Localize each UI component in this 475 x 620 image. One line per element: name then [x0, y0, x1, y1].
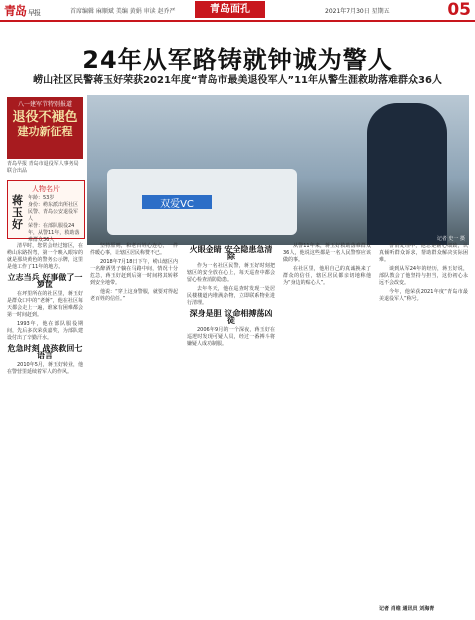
section-heading: 火眼金睛 安全隐患急清除 [189, 245, 273, 261]
profile-fact: 荣誉：在部队服役24年，从警11年，救助落难群众36人 [28, 223, 80, 243]
paragraph: 从警11年来，蒋玉好救助落难群众36人，他说这些都是一名人民警察应该做的事。 [283, 243, 371, 263]
profile-fact: 年龄：53岁 [28, 195, 55, 201]
paper-logo [4, 2, 40, 19]
paragraph: 作为一名社区民警，蒋玉好时刻把辖区的安全放在心上，每天巡查中都会留心检查消防隐患。 [187, 263, 275, 283]
article-column-5 [379, 243, 468, 305]
paragraph: 2006年9月的一个深夜，蒋玉好在巡逻时发现可疑人员，经过一番搏斗将嫌疑人成功制服。 [187, 327, 275, 347]
paragraph: 2010年5月，蒋玉好转业，他在警营里延续着军人的作风。 [7, 362, 83, 375]
page-number: 05 [447, 0, 471, 20]
masthead-bar [0, 0, 475, 22]
subheadline: 崂山社区民警蒋玉好荣获2021年度“青岛市最美退役军人”11年从警生涯救助落难群众36人 [33, 75, 442, 86]
issue-date: 2021年7月30日 星期五 [325, 8, 390, 15]
paragraph: 谈到从军24年的经历，蒋玉好说，部队教会了他坚持与担当，这份初心永远不会改变。 [379, 266, 468, 286]
paragraph: 他说：“穿上这身警服，就要对得起老百姓的信任。” [90, 289, 178, 302]
logo-text: 青岛 [4, 4, 27, 18]
section-heading: 深身是胆 议命相搏荡凶徒 [189, 309, 273, 325]
paragraph: 2018年7月18日下午，崂山辖区内一名醉酒男子躺在马路中间，情况十分危急，蒋玉好赶到后第一时间将其转移到安全地带。 [90, 259, 178, 286]
paragraph: 警情处理中，他总是耐心细致，认真倾听群众诉求，帮助群众解决实际困难。 [379, 243, 468, 263]
paragraph: 清早时，您常会经过辖区，在崂山东路拐弯，第一个映入眼帘的就是那块黄色的警务公示牌，这里是他工作了11年的地方。 [7, 243, 83, 270]
paragraph: 今年，他荣获2021年度“青岛市最美退役军人”称号。 [379, 289, 468, 302]
logo-sub: 早报 [28, 9, 41, 17]
profile-fact: 身份：崂东派出所社区民警、青岛公安退役军人 [28, 202, 79, 222]
profile-name: 蒋玉好 [12, 194, 23, 231]
banner-credit: 青岛早报 青岛市退役军人事务局 联合出品 [7, 161, 79, 174]
editor-credits: 首席编辑 麻顺斌 美编 黄娟 审读 赵乔严 [70, 8, 176, 15]
section-title: 青岛面孔 [195, 1, 265, 18]
banner-kicker: 八一建军节特别报道 [17, 101, 72, 108]
article-column-4 [283, 243, 371, 289]
paragraph: 坚持原则，和老百姓心连心，一件件暖心事，让辖区居民称赞不已。 [90, 243, 178, 256]
paragraph: 在社区里，他用自己的真诚换来了群众的信任，辖区居民都亲切地称他为“身边的贴心人”。 [283, 266, 371, 286]
paragraph: 去年冬天，他在巡查时发现一处居民楼楼道内堆满杂物，立即联系物业进行清理。 [187, 286, 275, 306]
section-heading: 危急时刻 战孩救回七语言 [7, 344, 83, 360]
photo-caption: 记者 史一 摄 [436, 236, 465, 242]
profile-card [7, 180, 85, 243]
lead-photo [87, 95, 469, 245]
officer-figure [367, 103, 447, 245]
paragraph: 1993年，他在部队服役期间，先后多次荣获嘉奖，为部队建设付出了辛勤汗水。 [7, 321, 83, 341]
profile-facts [28, 195, 82, 244]
article-column-3 [187, 243, 275, 350]
section-heading: 立志当兵 好事做了一箩筐 [7, 273, 83, 289]
banner-line-1: 退役不褪色 [12, 110, 78, 125]
vehicle-label: 双爱VC [142, 195, 212, 209]
special-report-banner [7, 97, 83, 159]
paragraph: 在坪里所在的社区里，蒋玉好是群众口中的“老蒋”，他在社区每天都会走上一遍，谁家有困难都会第一时间赶到。 [7, 291, 83, 318]
article-column-1 [7, 243, 83, 378]
profile-card-header: 人物名片 [32, 185, 60, 193]
article-column-2 [90, 243, 178, 305]
bylines: 记者 肖维 通讯员 刘海青 [379, 606, 435, 612]
banner-line-2: 建功新征程 [17, 125, 73, 138]
headline: 24年从军路铸就钟诚为警人 [82, 46, 393, 74]
